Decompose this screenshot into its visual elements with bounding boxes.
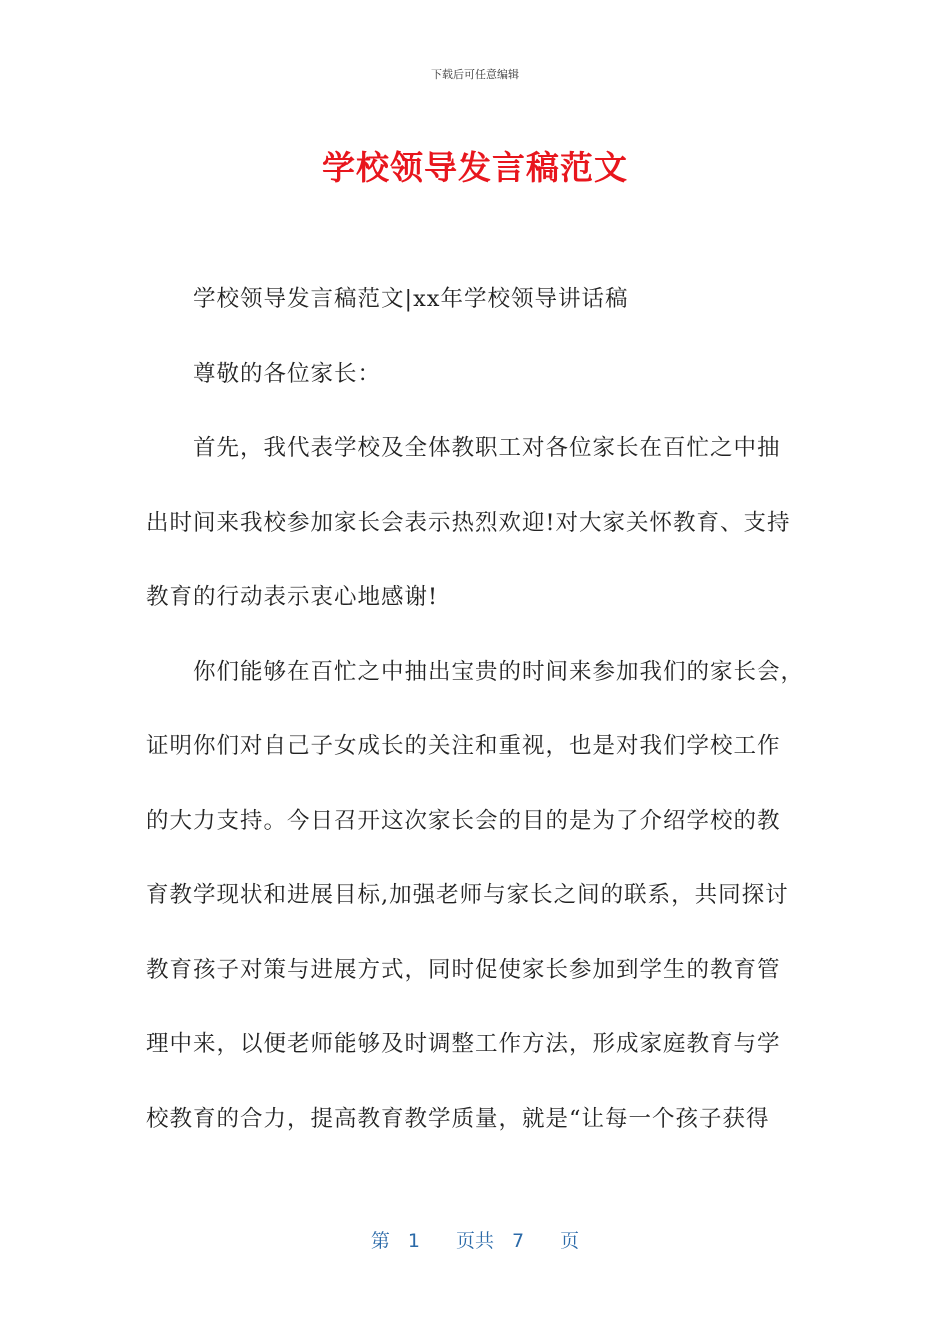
body-line: 证明你们对自己子女成长的关注和重视，也是对我们学校工作 xyxy=(146,733,781,759)
body-line: 教育的行动表示衷心地感谢! xyxy=(146,584,439,610)
footer-prefix: 第 xyxy=(370,1230,390,1252)
body-line: 校教育的合力，提高教育教学质量，就是“让每一个孩子获得 xyxy=(146,1106,770,1132)
footer-middle: 页共 xyxy=(455,1230,494,1252)
body-line: 你们能够在百忙之中抽出宝贵的时间来参加我们的家长会， xyxy=(193,659,805,685)
footer-suffix: 页 xyxy=(560,1230,580,1252)
body-line: 尊敬的各位家长： xyxy=(193,361,382,387)
body-line: 教育孩子对策与进展方式，同时促使家长参加到学生的教育管 xyxy=(146,957,781,983)
body-line: 首先，我代表学校及全体教职工对各位家长在百忙之中抽 xyxy=(193,435,781,461)
footer-current-page: 1 xyxy=(407,1230,420,1252)
page-number-footer xyxy=(0,1226,950,1253)
document-title: 学校领导发言稿范文 xyxy=(322,148,628,187)
body-line: 的大力支持。今日召开这次家长会的目的是为了介绍学校的教 xyxy=(146,808,781,834)
body-line: 理中来，以便老师能够及时调整工作方法，形成家庭教育与学 xyxy=(146,1031,781,1057)
body-line: 学校领导发言稿范文|xx年学校领导讲话稿 xyxy=(193,286,629,312)
header-note: 下载后可任意编辑 xyxy=(431,68,519,81)
footer-total-pages: 7 xyxy=(512,1230,525,1252)
body-line: 育教学现状和进展目标,加强老师与家长之间的联系，共同探讨 xyxy=(146,882,789,908)
body-line: 出时间来我校参加家长会表示热烈欢迎!对大家关怀教育、支持 xyxy=(146,510,791,536)
